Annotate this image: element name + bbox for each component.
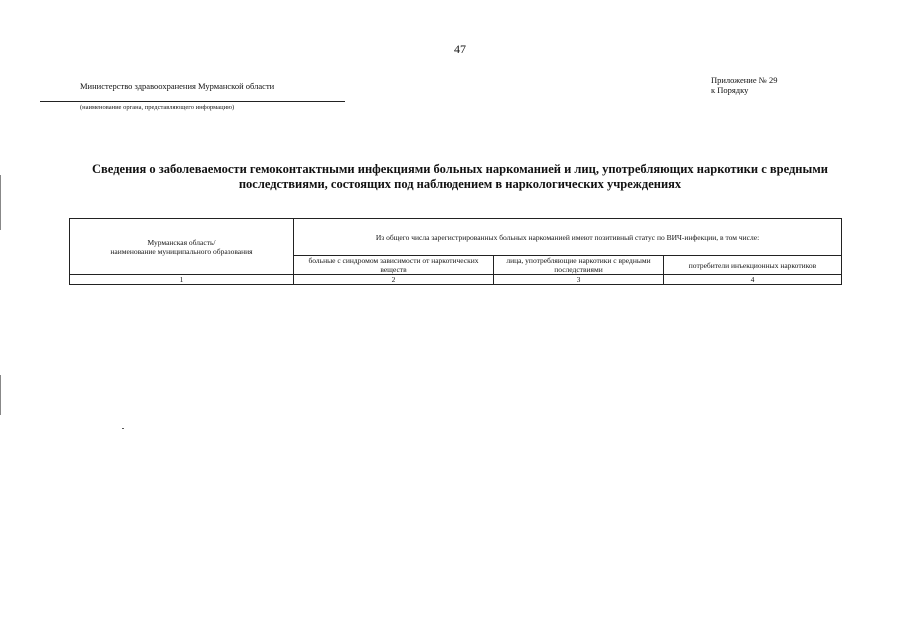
scan-margin-mark-upper bbox=[0, 175, 1, 230]
column-number-row bbox=[70, 275, 842, 285]
column-number-1: 1 bbox=[70, 275, 294, 285]
organization-underline bbox=[40, 101, 345, 102]
appendix-note bbox=[711, 75, 777, 95]
report-table bbox=[69, 218, 842, 285]
page-number: 47 bbox=[454, 42, 466, 56]
region-header-line-2: наименование муниципального образования bbox=[110, 246, 253, 256]
document-title bbox=[60, 162, 860, 192]
region-column-header bbox=[70, 219, 294, 275]
column-number-2: 2 bbox=[294, 275, 494, 285]
appendix-number: Приложение № 29 bbox=[711, 75, 778, 85]
organization-caption: (наименование органа, представляющего информацию) bbox=[80, 104, 235, 111]
scan-margin-mark-lower bbox=[0, 375, 1, 415]
column-number-4: 4 bbox=[664, 275, 842, 285]
scan-dot-mark bbox=[122, 428, 124, 429]
organization-name: Министерство здравоохранения Мурманской области bbox=[80, 81, 275, 91]
document-title-line-1: Сведения о заболеваемости гемоконтактными инфекциями больных наркоманией и лиц, употребляющих наркотики с вредными bbox=[92, 162, 828, 176]
region-header-line-1: Мурманская область/ bbox=[147, 237, 216, 247]
document-title-line-2: последствиями, состоящих под наблюдением в наркологических учреждениях bbox=[238, 177, 682, 191]
dependence-syndrome-header: больные с синдромом зависимости от наркотических веществ bbox=[294, 256, 494, 275]
column-number-3: 3 bbox=[494, 275, 664, 285]
hiv-status-group-header: Из общего числа зарегистрированных больных наркоманией имеют позитивный статус по ВИЧ-инфекции, в том числе: bbox=[294, 219, 842, 256]
injection-users-header: потребители инъекционных наркотиков bbox=[664, 256, 842, 275]
harmful-use-header: лица, употребляющие наркотики с вредными последствиями bbox=[494, 256, 664, 275]
appendix-reference: к Порядку bbox=[711, 85, 749, 95]
